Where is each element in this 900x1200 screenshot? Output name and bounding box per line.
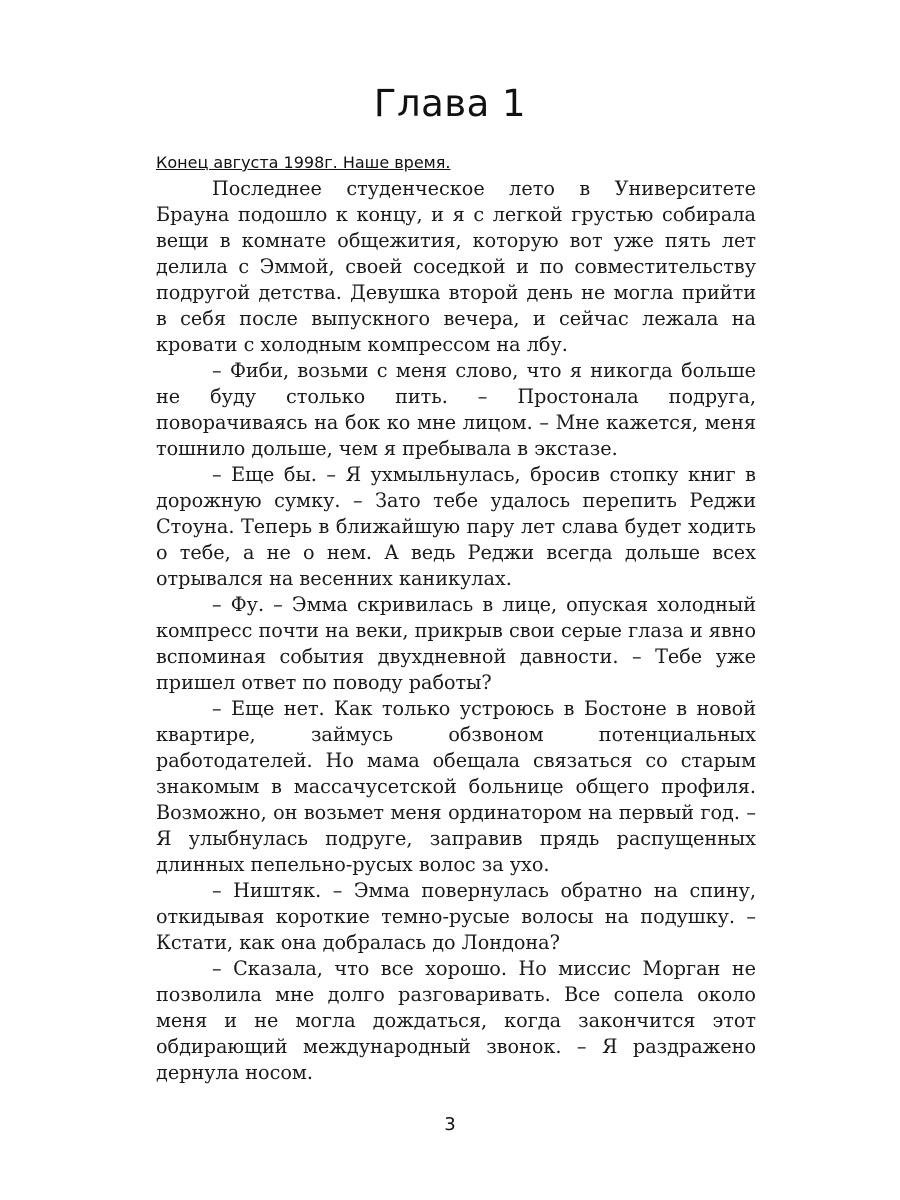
paragraph: Последнее студенческое лето в Университете Брауна подошло к концу, и я с легкой грустью собирала вещи в комнате общежития, которую вот уже пять лет делила с Эммой, своей соседкой и по совместительству подругой детства. Девушка второй день не могла прийти в себя после выпускного вечера, и сейчас лежала на кровати с холодным компрессом на лбу. [156,177,756,356]
chapter-title: Глава 1 [373,82,527,125]
page-content [156,150,756,1086]
page-number: 3 [444,1114,456,1135]
paragraph: – Еще бы. – Я ухмыльнулась, бросив стопку книг в дорожную сумку. – Зато тебе удалось перепить Реджи Стоуна. Теперь в ближайшую пару лет слава будет ходить о тебе, а не о нем. А ведь Реджи всегда дольше всех отрывался на весенних каникулах. [156,463,756,590]
paragraph: – Еще нет. Как только устроюсь в Бостоне в новой квартире, займусь обзвоном потенциальных работодателей. Но мама обещала связаться со старым знакомым в массачусетской больнице общего профиля. Возможно, он возьмет меня ординатором на первый год. – Я улыбнулась подруге, заправив прядь распущенных длинных пепельно-русых волос за ухо. [156,697,756,876]
date-line: Конец августа 1998г. Наше время. [156,153,451,172]
paragraph: – Ништяк. – Эмма повернулась обратно на спину, откидывая короткие темно-русые волосы на подушку. – Кстати, как она добралась до Лондона? [156,879,756,954]
paragraph: – Фу. – Эмма скривилась в лице, опуская холодный компресс почти на веки, прикрыв свои серые глаза и явно вспоминая события двухдневной давности. – Тебе уже пришел ответ по поводу работы? [156,593,756,694]
paragraph: – Фиби, возьми с меня слово, что я никогда больше не буду столько пить. – Простонала подруга, поворачиваясь на бок ко мне лицом. – Мне кажется, меня тошнило дольше, чем я пребывала в экстазе. [156,359,756,460]
paragraph: – Сказала, что все хорошо. Но миссис Морган не позволила мне долго разговаривать. Все сопела около меня и не могла дождаться, когда закончится этот обдирающий международный звонок. – Я раздражено дернула носом. [156,957,756,1084]
